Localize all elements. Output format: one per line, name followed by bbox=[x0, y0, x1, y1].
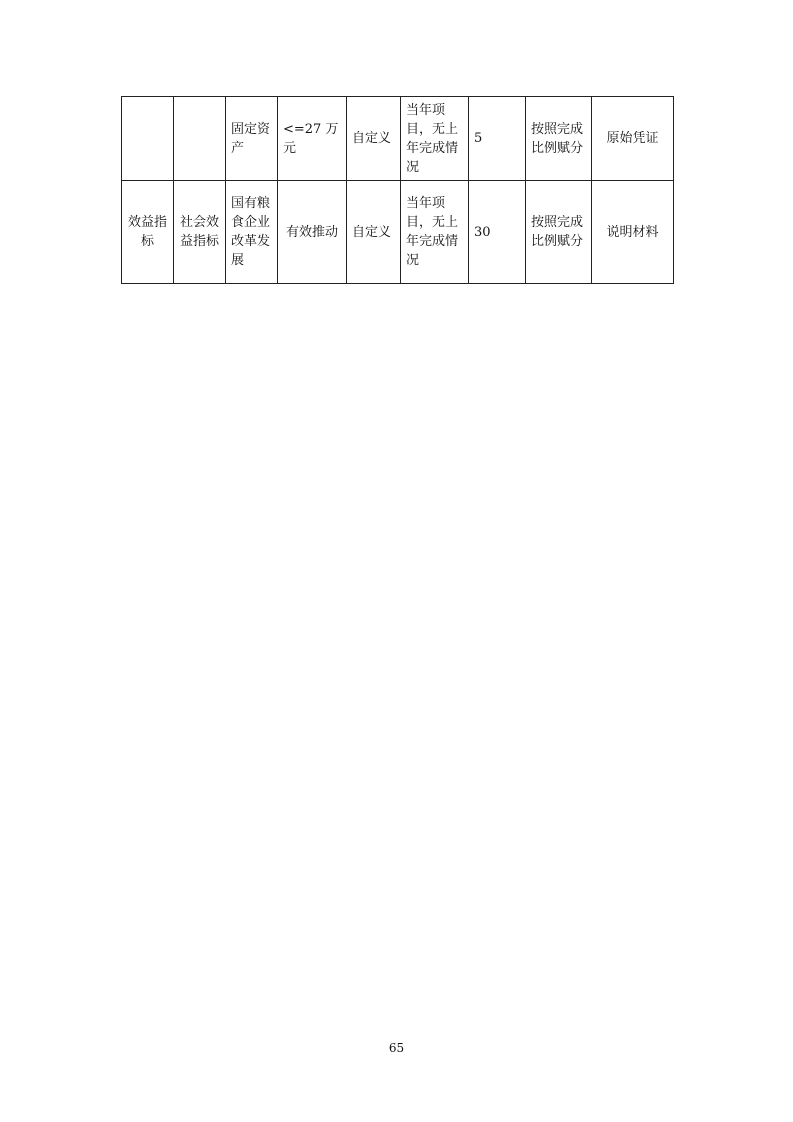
basis-cell: 当年项目，无上年完成情况 bbox=[401, 97, 469, 181]
scoring-method-cell: 按照完成比例赋分 bbox=[526, 97, 592, 181]
basis-cell: 当年项目，无上年完成情况 bbox=[401, 181, 469, 284]
score-cell: 30 bbox=[469, 181, 526, 284]
table-row bbox=[122, 181, 674, 284]
indicator-type-cell: 自定义 bbox=[347, 181, 401, 284]
evidence-cell: 说明材料 bbox=[592, 181, 674, 284]
table-row bbox=[122, 97, 674, 181]
target-value-cell: <=27 万元 bbox=[278, 97, 347, 181]
level1-indicator-cell bbox=[122, 97, 174, 181]
level3-indicator-cell: 国有粮食企业改革发展 bbox=[226, 181, 278, 284]
performance-indicator-table bbox=[121, 96, 674, 284]
indicator-type-cell: 自定义 bbox=[347, 97, 401, 181]
level2-indicator-cell bbox=[174, 97, 226, 181]
level2-indicator-cell: 社会效益指标 bbox=[174, 181, 226, 284]
scoring-method-cell: 按照完成比例赋分 bbox=[526, 181, 592, 284]
level3-indicator-cell: 固定资产 bbox=[226, 97, 278, 181]
target-value-cell: 有效推动 bbox=[278, 181, 347, 284]
page-number: 65 bbox=[388, 1041, 405, 1055]
level1-indicator-cell: 效益指标 bbox=[122, 181, 174, 284]
evidence-cell: 原始凭证 bbox=[592, 97, 674, 181]
score-cell: 5 bbox=[469, 97, 526, 181]
